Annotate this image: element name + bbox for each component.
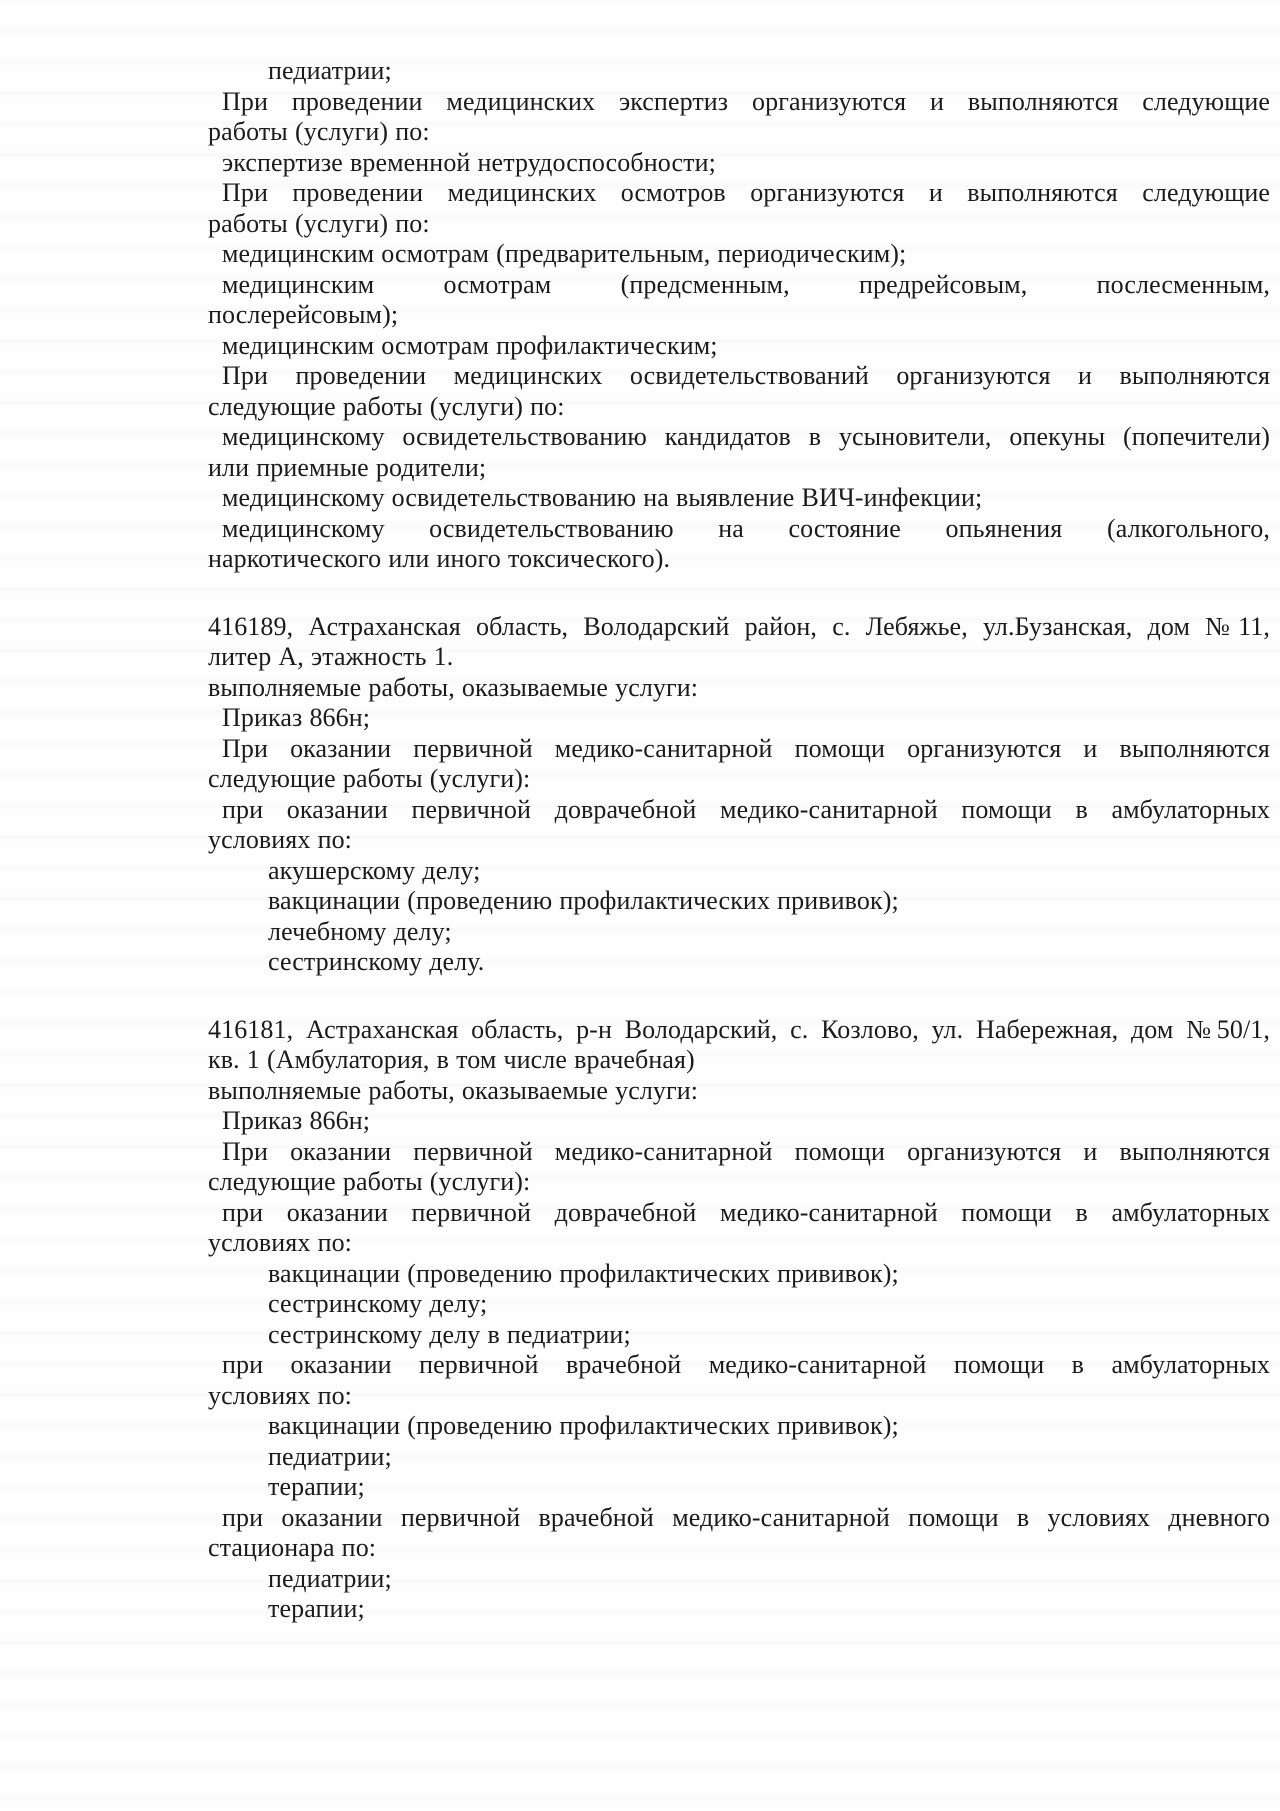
doc-line: выполняемые работы, оказываемые услуги: xyxy=(208,672,699,702)
doc-line: вакцинации (проведению профилактических прививок); xyxy=(268,886,899,915)
doc-section-address-416189-lebyazhye xyxy=(208,612,1270,978)
doc-line: условиях по: xyxy=(208,825,353,854)
doc-line: педиатрии; xyxy=(268,1441,392,1471)
doc-line: или приемные родители; xyxy=(208,452,487,482)
doc-line: при оказании первичной доврачебной медико-санитарной помощи в амбулаторных xyxy=(222,794,1270,824)
doc-line: При оказании первичной медико-санитарной помощи организуются и выполняются xyxy=(222,733,1270,763)
doc-line: кв. 1 (Амбулатория, в том числе врачебная) xyxy=(208,1045,695,1074)
doc-line: 416181, Астраханская область, р-н Володарский, с. Козлово, ул. Набережная, дом №50/1, xyxy=(208,1014,1270,1044)
doc-line: при оказании первичной врачебной медико-санитарной помощи в условиях дневного xyxy=(222,1502,1270,1532)
doc-line: вакцинации (проведению профилактических прививок); xyxy=(268,1258,899,1288)
doc-line: вакцинации (проведению профилактических прививок); xyxy=(268,1411,899,1440)
doc-line: лечебному делу; xyxy=(268,916,452,946)
doc-line: медицинскому освидетельствованию на состояние опьянения (алкогольного, xyxy=(222,513,1270,543)
doc-line: условиях по: xyxy=(208,1228,353,1257)
doc-line: условиях по: xyxy=(208,1380,353,1410)
doc-line: послерейсовым); xyxy=(208,300,399,329)
doc-line: при оказании первичной доврачебной медико-санитарной помощи в амбулаторных xyxy=(222,1197,1270,1227)
doc-line: терапии; xyxy=(268,1594,365,1623)
doc-line: работы (услуги) по: xyxy=(208,208,430,238)
doc-line: медицинскому освидетельствованию на выявление ВИЧ-инфекции; xyxy=(222,483,983,512)
doc-line: При проведении медицинских осмотров организуются и выполняются следующие xyxy=(222,178,1270,207)
doc-line: выполняемые работы, оказываемые услуги: xyxy=(208,1075,699,1105)
doc-line: сестринскому делу. xyxy=(268,947,485,976)
doc-line: Приказ 866н; xyxy=(222,1106,371,1135)
doc-line: медицинским осмотрам профилактическим; xyxy=(222,330,718,360)
doc-line: следующие работы (услуги) по: xyxy=(208,391,565,421)
doc-line: При проведении медицинских экспертиз организуются и выполняются следующие xyxy=(222,86,1270,116)
doc-section-address-416181-kozlovo xyxy=(208,1015,1270,1625)
doc-line: При оказании первичной медико-санитарной помощи организуются и выполняются xyxy=(222,1136,1270,1166)
doc-line: наркотического или иного токсического). xyxy=(208,544,671,573)
doc-line: экспертизе временной нетрудоспособности; xyxy=(222,147,716,177)
doc-section-works-services-continued xyxy=(208,56,1270,575)
license-works-services-text xyxy=(208,56,1270,1625)
doc-line: акушерскому делу; xyxy=(268,855,481,885)
doc-line: Приказ 866н; xyxy=(222,703,371,732)
doc-line: педиатрии; xyxy=(268,1563,392,1593)
doc-line: следующие работы (услуги): xyxy=(208,1167,531,1196)
doc-line: медицинскому освидетельствованию кандидатов в усыновители, опекуны (попечители) xyxy=(222,422,1270,451)
doc-line: литер А, этажность 1. xyxy=(208,642,454,671)
doc-line: 416189, Астраханская область, Володарский район, с. Лебяжье, ул.Бузанская, дом №11, xyxy=(208,611,1270,641)
doc-line: При проведении медицинских освидетельствований организуются и выполняются xyxy=(222,361,1270,390)
doc-line: при оказании первичной врачебной медико-санитарной помощи в амбулаторных xyxy=(222,1350,1270,1379)
doc-line: сестринскому делу; xyxy=(268,1289,488,1318)
doc-line: стационара по: xyxy=(208,1533,377,1562)
doc-line: педиатрии; xyxy=(268,56,392,85)
doc-line: работы (услуги) по: xyxy=(208,117,430,146)
doc-line: следующие работы (услуги): xyxy=(208,764,531,793)
doc-line: медицинским осмотрам (предварительным, периодическим); xyxy=(222,239,907,268)
doc-line: терапии; xyxy=(268,1472,365,1501)
doc-line: сестринскому делу в педиатрии; xyxy=(268,1319,631,1349)
doc-line: медицинским осмотрам (предсменным, предрейсовым, послесменным, xyxy=(222,269,1270,299)
